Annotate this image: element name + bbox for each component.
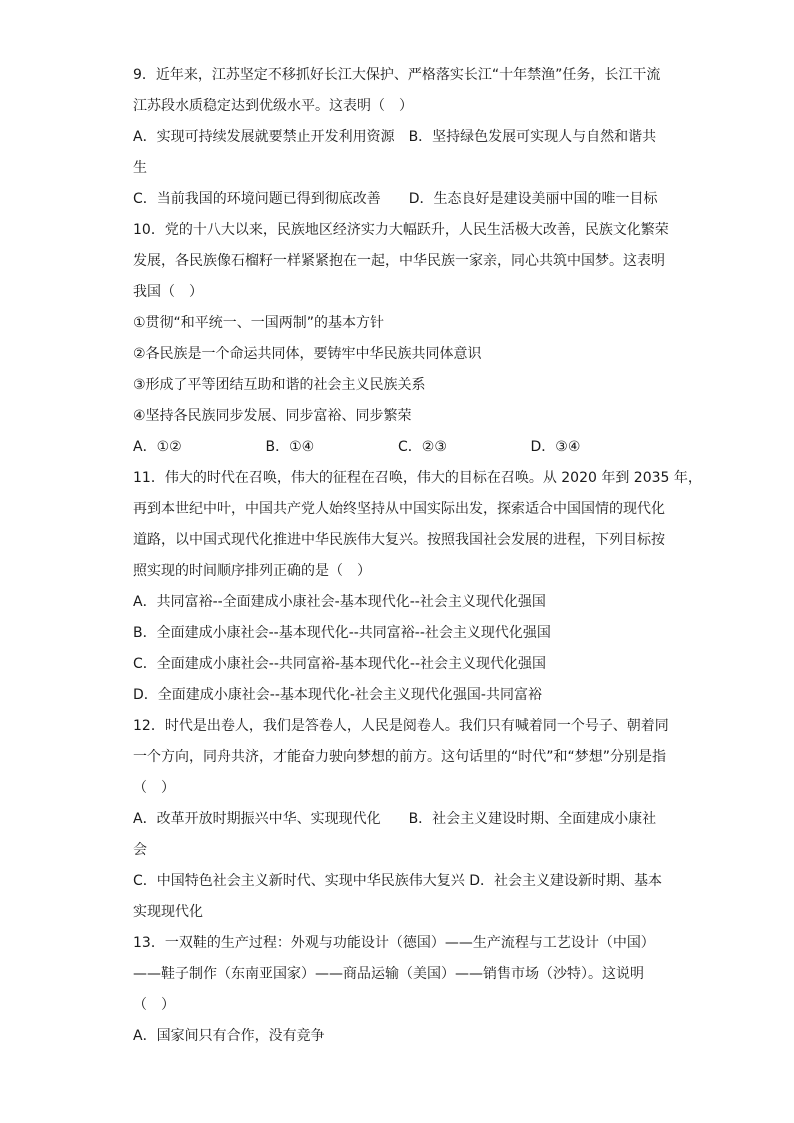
q11-option-b: B．全面建成小康社会--基本现代化--共同富裕--社会主义现代化强国 bbox=[133, 625, 551, 641]
q11-stem-line-3: 道路，以中国式现代化推进中华民族伟大复兴。按照我国社会发展的进程，下列目标按 bbox=[133, 532, 665, 548]
q9-option-a-b: A．实现可持续发展就要禁止开发利用资源 B．坚持绿色发展可实现人与自然和谐共 bbox=[133, 129, 657, 145]
q10-stem-line-2: 发展，各民族像石榴籽一样紧紧抱在一起，中华民族一家亲，同心共筑中国梦。这表明 bbox=[133, 253, 665, 269]
q11-stem-line-4: 照实现的时间顺序排列正确的是（ ） bbox=[133, 563, 371, 579]
q13-stem-line-3: （ ） bbox=[133, 997, 175, 1013]
q13-stem-line-2: ——鞋子制作（东南亚国家）——商品运输（美国）——销售市场（沙特）。这说明 bbox=[133, 966, 644, 982]
question-13 bbox=[133, 928, 663, 1052]
q9-stem-line-1: 9．近年来，江苏坚定不移抓好长江大保护、严格落实长江“十年禁渔”任务，长江干流 bbox=[133, 67, 661, 83]
q10-option-c: C．②③ bbox=[398, 439, 447, 455]
question-12 bbox=[133, 711, 669, 928]
question-9 bbox=[133, 60, 663, 215]
q10-option-a: A．①② bbox=[133, 439, 182, 455]
q10-options bbox=[133, 432, 663, 463]
q12-stem-line-1: 12．时代是出卷人，我们是答卷人，人民是阅卷人。我们只有喊着同一个号子、朝着同 bbox=[133, 718, 669, 734]
q10-statement-2: ②各民族是一个命运共同体，要铸牢中华民族共同体意识 bbox=[133, 346, 482, 362]
q11-stem-line-1: 11．伟大的时代在召唤，伟大的征程在召唤，伟大的目标在召唤。从 2020 年到 2035 年， bbox=[133, 470, 702, 486]
q9-stem-line-2: 江苏段水质稳定达到优级水平。这表明（ ） bbox=[133, 98, 413, 114]
question-list bbox=[133, 60, 702, 1052]
question-11 bbox=[133, 463, 702, 711]
q13-stem-line-1: 13．一双鞋的生产过程：外观与功能设计（德国）——生产流程与工艺设计（中国） bbox=[133, 935, 655, 951]
q12-option-b-wrap: 会 bbox=[133, 842, 147, 858]
q9-option-b-wrap: 生 bbox=[133, 160, 147, 176]
q10-option-d: D．③④ bbox=[530, 439, 581, 455]
question-10 bbox=[133, 215, 669, 463]
q10-statement-1: ①贯彻“和平统一、一国两制”的基本方针 bbox=[133, 315, 385, 331]
q12-stem-line-3: （ ） bbox=[133, 780, 175, 796]
q11-option-a: A．共同富裕--全面建成小康社会-基本现代化--社会主义现代化强国 bbox=[133, 594, 546, 610]
q10-statement-4: ④坚持各民族同步发展、同步富裕、同步繁荣 bbox=[133, 408, 412, 424]
q9-option-c-d: C．当前我国的环境问题已得到彻底改善 D．生态良好是建设美丽中国的唯一目标 bbox=[133, 191, 658, 207]
q13-option-a: A．国家间只有合作，没有竞争 bbox=[133, 1028, 325, 1044]
q10-option-b: B．①④ bbox=[265, 439, 315, 455]
q11-option-d: D．全面建成小康社会--基本现代化-社会主义现代化强国-共同富裕 bbox=[133, 687, 542, 703]
q10-stem-line-1: 10．党的十八大以来，民族地区经济实力大幅跃升，人民生活极大改善，民族文化繁荣 bbox=[133, 222, 669, 238]
q10-statement-3: ③形成了平等团结互助和谐的社会主义民族关系 bbox=[133, 377, 426, 393]
q10-stem-line-3: 我国（ ） bbox=[133, 284, 203, 300]
q12-stem-line-2: 一个方向，同舟共济，才能奋力驶向梦想的前方。这句话里的“时代”和“梦想”分别是指 bbox=[133, 749, 667, 765]
q11-option-c: C．全面建成小康社会--共同富裕-基本现代化--社会主义现代化强国 bbox=[133, 656, 547, 672]
q12-option-c-d: C．中国特色社会主义新时代、实现中华民族伟大复兴 D．社会主义建设新时期、基本 bbox=[133, 873, 663, 889]
q12-option-a-b: A．改革开放时期振兴中华、实现现代化 B．社会主义建设时期、全面建成小康社 bbox=[133, 811, 657, 827]
q12-option-d-wrap: 实现现代化 bbox=[133, 904, 203, 920]
q11-stem-line-2: 再到本世纪中叶，中国共产党人始终坚持从中国实际出发，探索适合中国国情的现代化 bbox=[133, 501, 665, 517]
